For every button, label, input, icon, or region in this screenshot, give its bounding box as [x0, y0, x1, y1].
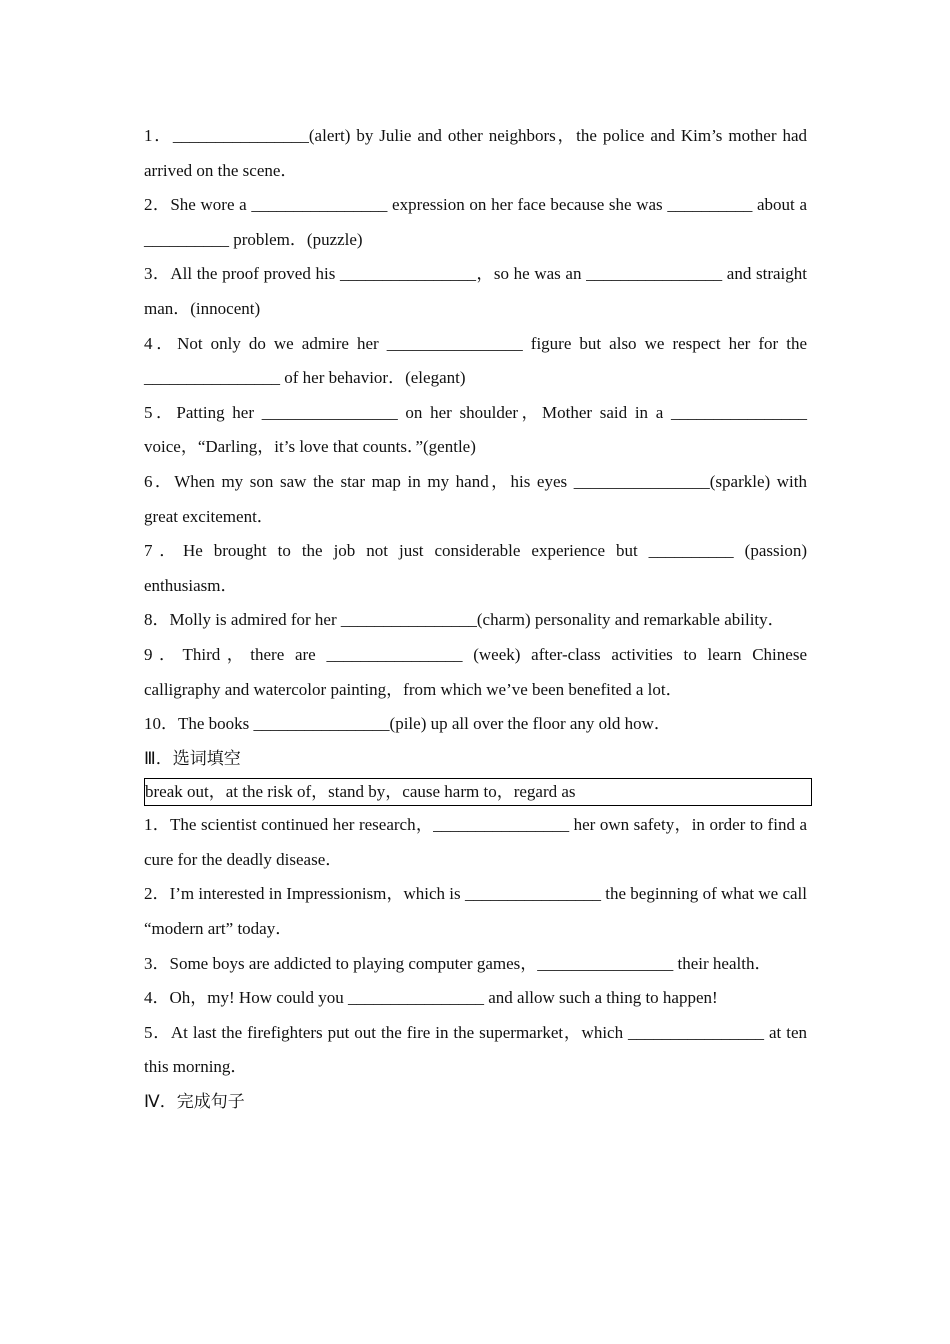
section-4-title: ．完成句子 — [159, 1092, 245, 1113]
exercise-3-item-1: 1．The scientist continued her research，________________ her own safety，in order to find a cure for the deadly disease． — [144, 815, 807, 869]
exercise-3-item-5: 5．At last the firefighters put out the fire in the supermarket，which ________________ at ten this morning． — [144, 1022, 807, 1077]
exercise-2-item-8: 8．Molly is admired for her ________________(charm) personality and remarkable ability． — [144, 610, 785, 630]
section-3-title: ．选词填空 — [155, 748, 241, 769]
exercise-2-item-2: 2．She wore a ________________ expression on her face because she was __________ about a __________ problem．(puzzle) — [144, 195, 807, 249]
section-3-numeral: Ⅲ — [144, 748, 156, 768]
exercise-2-item-1: 1．________________(alert) by Julie and other neighbors，the police and Kim’s mother had arrived on the scene． — [144, 126, 807, 180]
exercise-2-item-10: 10．The books ________________(pile) up all over the floor any old how． — [144, 714, 671, 734]
exercise-2-item-5: 5．Patting her ________________ on her shoulder，Mother said in a ________________ voice，“Darling，it’s love that counts．”(gentle) — [144, 402, 807, 457]
section-4-numeral: Ⅳ — [144, 1092, 160, 1112]
word-bank-box: break out，at the risk of，stand by，cause harm to，regard as — [144, 778, 812, 806]
exercise-2-item-9: 9．Third，there are ________________ (week) after-class activities to learn Chinese calligraphy and watercolor painting，from which we’ve been benefited a lot． — [144, 644, 807, 699]
exercise-2-item-3: 3．All the proof proved his ________________，so he was an ________________ and straight man．(innocent) — [144, 264, 807, 318]
exercise-2-item-7: 7．He brought to the job not just considerable experience but __________ (passion) enthusiasm． — [144, 541, 807, 595]
exercise-2-item-6: 6．When my son saw the star map in my hand，his eyes ________________(sparkle) with great excitement． — [144, 471, 807, 526]
exercise-2-item-4: 4．Not only do we admire her ________________ figure but also we respect her for the ________________ of her behavior．(elegant) — [144, 333, 807, 388]
exercise-3-item-2: 2．I’m interested in Impressionism，which is ________________ the beginning of what we call “modern art” today． — [144, 884, 807, 939]
exercise-3-item-3: 3．Some boys are addicted to playing computer games，________________ their health． — [144, 953, 772, 973]
exercise-3-item-4: 4．Oh，my! How could you ________________ and allow such a thing to happen! — [144, 988, 718, 1008]
section-3-heading — [144, 742, 807, 777]
section-4-heading — [144, 1085, 807, 1120]
worksheet-page — [144, 119, 807, 1120]
